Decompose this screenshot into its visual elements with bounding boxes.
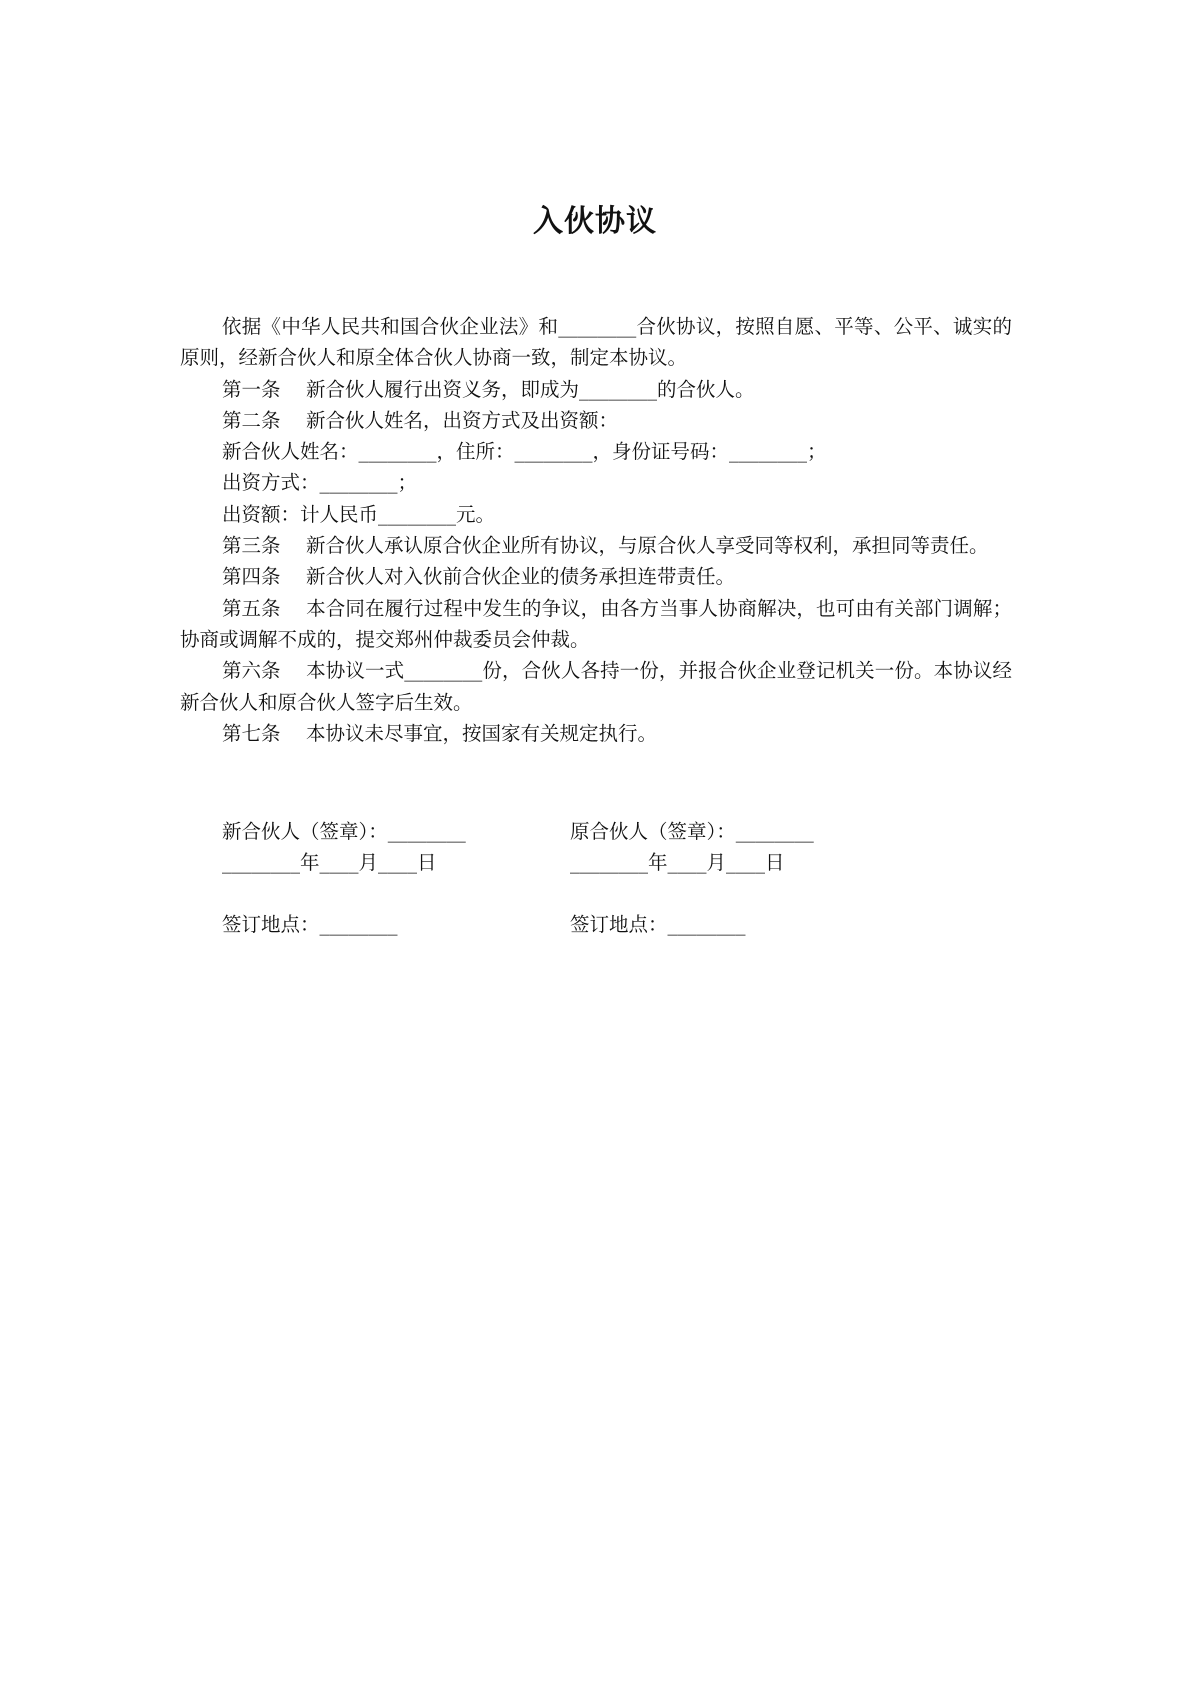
- contribution-amount-line: 出资额：计人民币________元。: [222, 502, 496, 526]
- article-number: 第七条: [222, 721, 281, 745]
- signing-place-block: [222, 909, 1022, 940]
- article-number: 第三条: [222, 534, 281, 558]
- article-number: 第四条: [222, 565, 281, 589]
- contribution-method-line: 出资方式：________；: [222, 471, 418, 495]
- article-text: 新合伙人对入伙前合伙企业的债务承担连带责任。: [306, 565, 736, 589]
- signer-row: [222, 816, 1022, 847]
- article-2: [180, 405, 1012, 436]
- article-text: 本协议未尽事宜，按国家有关规定执行。: [306, 721, 658, 745]
- intro-paragraph: 依据《中华人民共和国合伙企业法》和________合伙协议，按照自愿、平等、公平、诚实的原则，经新合伙人和原全体合伙人协商一致，制定本协议。: [180, 315, 1012, 370]
- date-row: [222, 847, 1022, 878]
- article-7: [180, 718, 1012, 749]
- article-5: [180, 593, 1012, 656]
- old-partner-date: ________年____月____日: [570, 851, 785, 874]
- article-text: 本协议一式________份，合伙人各持一份，并报合伙企业登记机关一份。本协议经新合伙人和原合伙人签字后生效。: [180, 659, 1012, 714]
- article-text: 新合伙人履行出资义务，即成为________的合伙人。: [306, 377, 755, 401]
- article-number: 第一条: [222, 377, 281, 401]
- document-title: 入伙协议: [533, 204, 657, 239]
- article-number: 第二条: [222, 408, 281, 432]
- article-1: [180, 374, 1012, 405]
- partner-info-line: 新合伙人姓名：________，住所：________，身份证号码：________；: [222, 440, 827, 464]
- article-4: [180, 561, 1012, 592]
- agreement-body: [180, 311, 1012, 749]
- article-number: 第五条: [222, 596, 281, 620]
- old-partner-signature: 原合伙人（签章）：________: [570, 820, 814, 843]
- article-6: [180, 655, 1012, 718]
- place-row: [222, 909, 1022, 940]
- article-text: 新合伙人承认原合伙企业所有协议，与原合伙人享受同等权利，承担同等责任。: [306, 534, 989, 558]
- old-partner-place: 签订地点：________: [570, 913, 746, 936]
- article-number: 第六条: [222, 659, 281, 683]
- new-partner-place: 签订地点：________: [222, 913, 398, 936]
- signature-block: [222, 816, 1022, 878]
- article-3: [180, 530, 1012, 561]
- new-partner-signature: 新合伙人（签章）：________: [222, 820, 466, 843]
- new-partner-date: ________年____月____日: [222, 851, 437, 874]
- article-text: 新合伙人姓名，出资方式及出资额：: [306, 408, 619, 432]
- article-text: 本合同在履行过程中发生的争议，由各方当事人协商解决，也可由有关部门调解；协商或调解不成的，提交郑州仲裁委员会仲裁。: [180, 596, 1012, 651]
